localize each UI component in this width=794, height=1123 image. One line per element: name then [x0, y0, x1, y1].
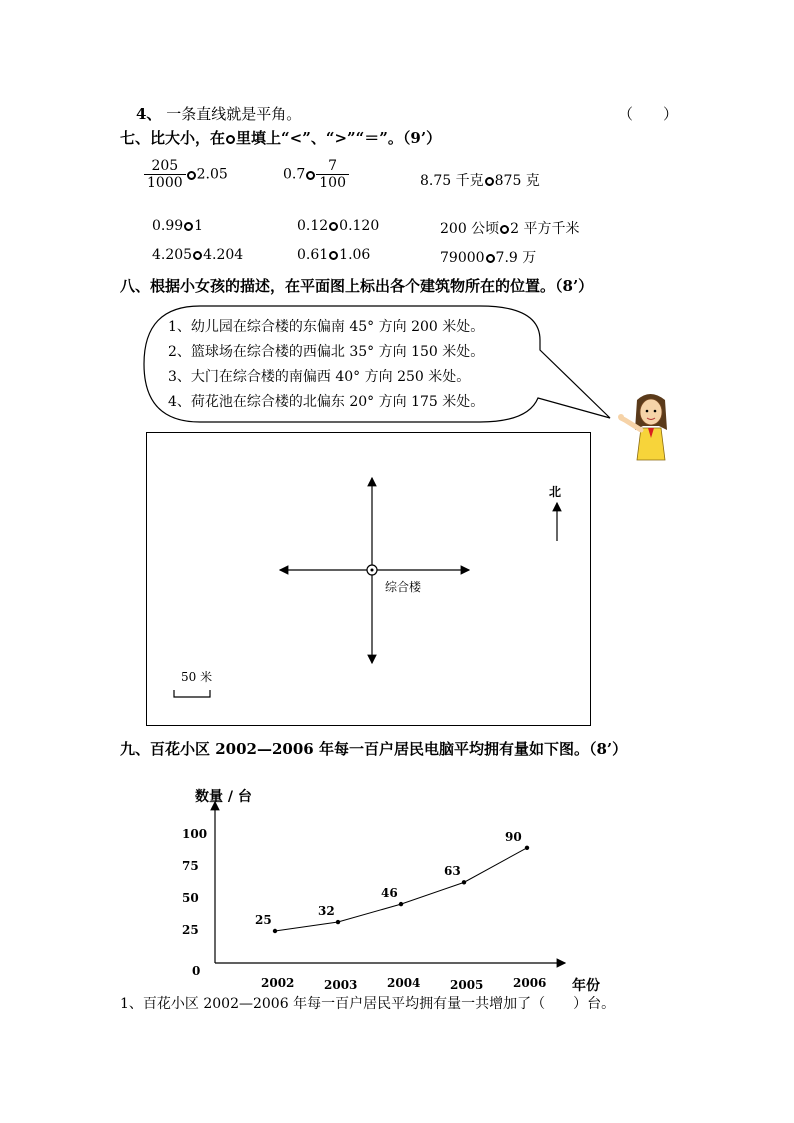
compare-circle[interactable]	[193, 251, 202, 260]
compare-right: 4.204	[203, 247, 244, 263]
fraction-numerator: 205	[144, 158, 186, 175]
compare-right: 875 克	[494, 173, 540, 189]
data-point	[399, 902, 403, 906]
y-tick-label: 25	[182, 923, 199, 937]
compare-circle[interactable]	[329, 251, 338, 260]
y-tick-label: 75	[182, 859, 199, 873]
fraction	[316, 158, 349, 191]
data-point	[462, 880, 466, 884]
scale-label: 50 米	[181, 670, 213, 684]
chart-xlabel: 年份	[572, 978, 600, 994]
data-label: 63	[444, 864, 461, 879]
compare-circle[interactable]	[486, 254, 495, 263]
bubble-line-4: 4、荷花池在综合楼的北偏东 20° 方向 175 米处。	[168, 394, 485, 410]
compare-right: 1.06	[339, 247, 371, 263]
line-chart	[182, 780, 610, 995]
compare-left: 0.61	[297, 247, 329, 263]
fraction-denominator: 100	[319, 175, 346, 191]
compare-right: 2.05	[196, 166, 228, 183]
data-label: 25	[255, 913, 272, 927]
scale-bar	[174, 690, 210, 697]
question-4-text: 一条直线就是平角。	[166, 105, 302, 123]
center-label: 综合楼	[385, 580, 422, 594]
x-tick-label: 2005	[450, 978, 484, 992]
compare-left: 4.205	[152, 247, 193, 263]
chart-svg	[190, 780, 610, 995]
compare-3-1	[152, 247, 243, 263]
question-1: 1、百花小区 2002—2006 年每一百户居民平均拥有量一共增加了（ ）台。	[120, 996, 616, 1012]
compare-right: 7.9 万	[495, 250, 537, 266]
data-point	[336, 920, 340, 924]
compare-left: 0.7	[283, 166, 306, 183]
x-tick-label: 2003	[324, 978, 358, 992]
data-label: 46	[381, 886, 398, 901]
data-point	[273, 929, 277, 933]
section-9-title: 九、百花小区 2002—2006 年每一百户居民电脑平均拥有量如下图。（8’）	[120, 740, 628, 758]
data-label: 32	[318, 904, 335, 919]
map-axes	[147, 433, 590, 725]
compare-right: 1	[194, 218, 204, 234]
compare-2-2	[297, 218, 379, 234]
x-tick-label: 2006	[513, 976, 547, 990]
section-7-title-part2: 里填上“<”、“>”“＝”。（9’）	[236, 129, 442, 147]
x-tick-label: 2004	[387, 976, 421, 990]
fraction-denominator: 1000	[147, 175, 183, 191]
y-tick-label: 100	[182, 827, 208, 841]
compare-2-3	[440, 218, 580, 238]
speech-bubble-text	[168, 315, 484, 415]
series-line	[275, 848, 527, 931]
section-8-title: 八、根据小女孩的描述，在平面图上标出各个建筑物所在的位置。（8’）	[120, 277, 594, 295]
bubble-line-1: 1、幼儿园在综合楼的东偏南 45° 方向 200 米处。	[168, 319, 485, 335]
compare-circle[interactable]	[187, 171, 196, 180]
fraction-numerator: 7	[316, 158, 349, 175]
x-tick-label: 2002	[261, 976, 295, 990]
question-4-answer-blank[interactable]: （ ）	[618, 105, 679, 123]
question-4-number: 4、	[136, 105, 162, 123]
compare-right: 2 平方千米	[510, 221, 580, 237]
compare-left: 0.12	[297, 218, 329, 234]
bubble-line-2: 2、篮球场在综合楼的西偏北 35° 方向 150 米处。	[168, 344, 485, 360]
compare-left: 79000	[440, 250, 485, 266]
compare-circle[interactable]	[500, 225, 509, 234]
compare-1-2	[283, 158, 349, 191]
question-4	[136, 103, 301, 124]
compare-3-3	[440, 247, 536, 267]
circle-icon	[226, 135, 235, 144]
data-point	[525, 846, 529, 850]
y-tick-label: 50	[182, 891, 199, 905]
chart-origin-label: 0	[192, 964, 201, 978]
plan-map[interactable]	[146, 432, 591, 726]
compare-circle[interactable]	[184, 222, 193, 231]
compare-left: 0.99	[152, 218, 184, 234]
north-label: 北	[549, 485, 562, 499]
bubble-line-3: 3、大门在综合楼的南偏西 40° 方向 250 米处。	[168, 369, 471, 385]
section-7-title	[120, 127, 441, 148]
chart-ylabel: 数量 / 台	[195, 789, 252, 805]
compare-2-1	[152, 218, 203, 234]
compare-1-1	[144, 158, 228, 191]
compare-circle[interactable]	[329, 222, 338, 231]
compare-3-2	[297, 247, 370, 263]
compare-left: 200 公顷	[440, 221, 500, 237]
compare-1-3	[420, 170, 540, 190]
compare-left: 8.75 千克	[420, 173, 484, 189]
section-7-title-part1: 七、比大小，在	[120, 129, 226, 147]
data-label: 90	[505, 829, 522, 844]
compare-circle[interactable]	[306, 171, 315, 180]
compare-circle[interactable]	[485, 177, 494, 186]
fraction	[144, 158, 186, 191]
compare-right: 0.120	[339, 218, 380, 234]
girl-illustration	[615, 390, 685, 465]
